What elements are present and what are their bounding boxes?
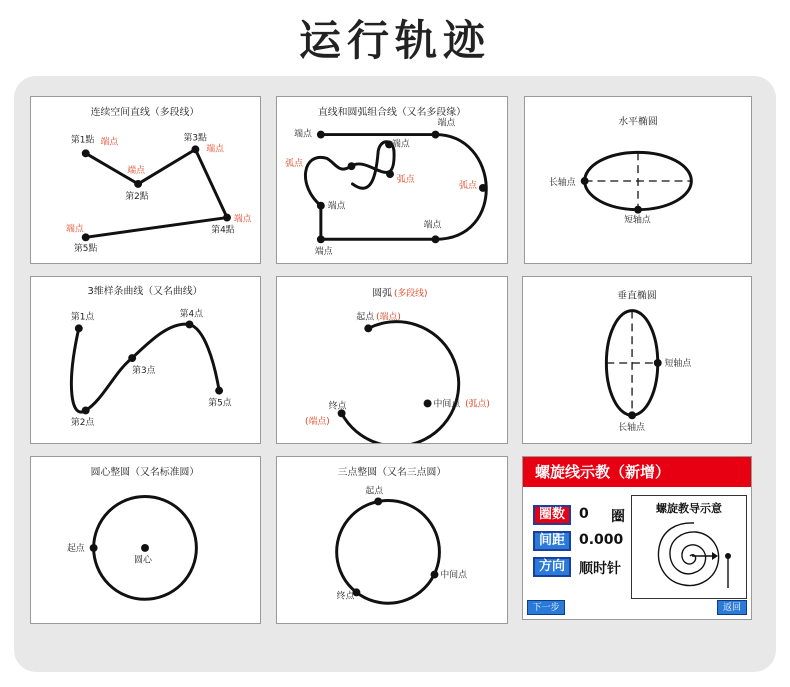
panel-title: 连续空间直线（多段线） [90,106,200,118]
panel-center-circle [30,456,261,624]
label-arc-c: 弧点 [459,180,477,191]
arc-diagram [277,277,507,443]
spline-point-4 [186,320,194,328]
helix-diagram-box [631,495,747,599]
panel-title: 3维样条曲线（又名曲线） [87,285,203,297]
point-5 [82,233,90,241]
turns-unit: 圈 [611,509,625,525]
endpoint-b [432,131,440,139]
label-end-4: 端点 [233,214,252,225]
label-arc-start-red: (端点) [376,312,401,323]
label-spline-5: 第5点 [208,398,232,409]
endpoint-a [317,131,325,139]
label-arc-middle: 中间点 [433,399,461,410]
spline-point-3 [128,354,136,362]
circle-middle-point [431,571,439,579]
major-axis-point [628,411,636,419]
point-4 [223,214,231,222]
label-arc-end: 终点 [328,401,347,412]
panel-title: 垂直椭圆 [617,290,657,302]
label-minor-axis: 短轴点 [664,358,692,369]
helix-header: 螺旋线示教（新增） [523,457,751,487]
arc-path [342,322,459,443]
major-axis-point [581,177,589,185]
polyline-diagram [31,97,260,263]
label-end-2: 端点 [127,166,145,177]
minor-axis-point [654,359,662,367]
helix-spiral [658,523,718,586]
label-arc-middle-red: (弧点) [465,399,490,410]
minor-axis-point [634,206,642,214]
pitch-tag[interactable]: 间距 [533,531,571,551]
arc-point-c [479,184,487,192]
circle-start-point [90,544,98,552]
spline-diagram [31,277,260,443]
turns-tag[interactable]: 圈数 [533,505,571,525]
label-end-e: 端点 [423,220,442,231]
label-end-a: 端点 [294,129,312,140]
panel-title-red: (多段线) [393,288,428,299]
point-3 [191,145,199,153]
label-spline-2: 第2点 [70,418,95,429]
next-step-button[interactable]: 下一步 [527,600,565,615]
spline-point-5 [215,387,223,395]
vertical-ellipse-diagram [523,277,751,443]
direction-value: 顺时针 [579,561,621,577]
label-arc-end-red: (端点) [305,417,330,428]
label-end-d: 端点 [327,201,346,212]
helix-tail-point [725,553,731,559]
arc-point-a [348,162,356,170]
arc-start-point [364,324,372,332]
arc-middle-point [424,400,432,408]
pitch-value: 0.000 [579,532,624,548]
horizontal-ellipse-diagram [525,97,751,263]
label-spline-4: 第4点 [179,309,203,320]
label-end-f: 端点 [314,247,333,258]
panel-three-point-circle [276,456,508,624]
spline-point-1 [75,324,83,332]
label-end-c: 端点 [392,139,410,150]
label-end-1: 端点 [100,137,119,148]
helix-spiral-icon [632,496,748,600]
panel-line-arc [276,96,508,264]
panel-title: 直线和圆弧组合线（又名多段缘） [317,106,467,118]
label-circle-middle: 中间点 [440,570,468,581]
center-circle-diagram [31,457,260,623]
endpoint-d [317,202,325,210]
label-circle-start: 起点 [365,486,384,497]
panel-vertical-ellipse [522,276,752,444]
label-point-4: 第4點 [211,225,235,236]
circle-start-point [374,498,382,506]
label-spline-1: 第1点 [70,312,95,323]
arc-point-b [386,170,394,178]
back-button[interactable]: 返回 [717,600,747,615]
endpoint-e [432,235,440,243]
label-point-2: 第2點 [125,191,149,202]
panel-title: 水平椭圆 [618,116,658,128]
three-point-circle-diagram [277,457,507,623]
page-title: 运行轨迹 [298,16,491,65]
label-circle-end: 终点 [336,591,355,602]
label-arc-b: 弧点 [396,174,415,185]
endpoint-f [317,235,325,243]
panel-title: 三点整圆（又名三点圆） [337,466,447,478]
label-arc-start: 起点 [356,312,375,323]
polyline-path [86,149,227,237]
point-1 [82,149,90,157]
label-point-3: 第3點 [183,133,207,144]
label-end-3: 端点 [206,144,225,155]
label-major-axis: 长轴点 [618,423,645,434]
helix-teach-panel [522,456,752,620]
line-arc-diagram [277,97,507,263]
label-arc-a: 弧点 [285,159,304,170]
label-point-5: 第5點 [73,244,98,255]
helix-arrow-head [712,552,718,560]
label-point-1: 第1點 [70,135,95,146]
label-end-5: 端点 [65,224,84,235]
label-spline-3: 第3点 [132,365,156,376]
panel-title-black: 圆弧 [372,287,393,299]
panel-title: 圆心整圆（又名标准圆） [90,466,200,478]
circle-shape [337,500,440,603]
panel-arc [276,276,508,444]
label-major-axis: 长轴点 [549,177,576,188]
label-circle-center: 圆心 [134,555,152,566]
label-minor-axis: 短轴点 [624,215,651,226]
label-end-b: 端点 [437,118,456,129]
point-2 [134,180,142,188]
direction-tag[interactable]: 方向 [533,557,571,577]
circle-center-point [141,544,149,552]
panel-spline [30,276,261,444]
helix-diagram-title: 螺旋教导示意 [656,502,722,515]
panel-polyline [30,96,261,264]
spline-point-2 [82,406,90,414]
label-circle-start: 起点 [66,543,85,554]
panel-horizontal-ellipse [524,96,752,264]
turns-value: 0 [579,506,589,522]
